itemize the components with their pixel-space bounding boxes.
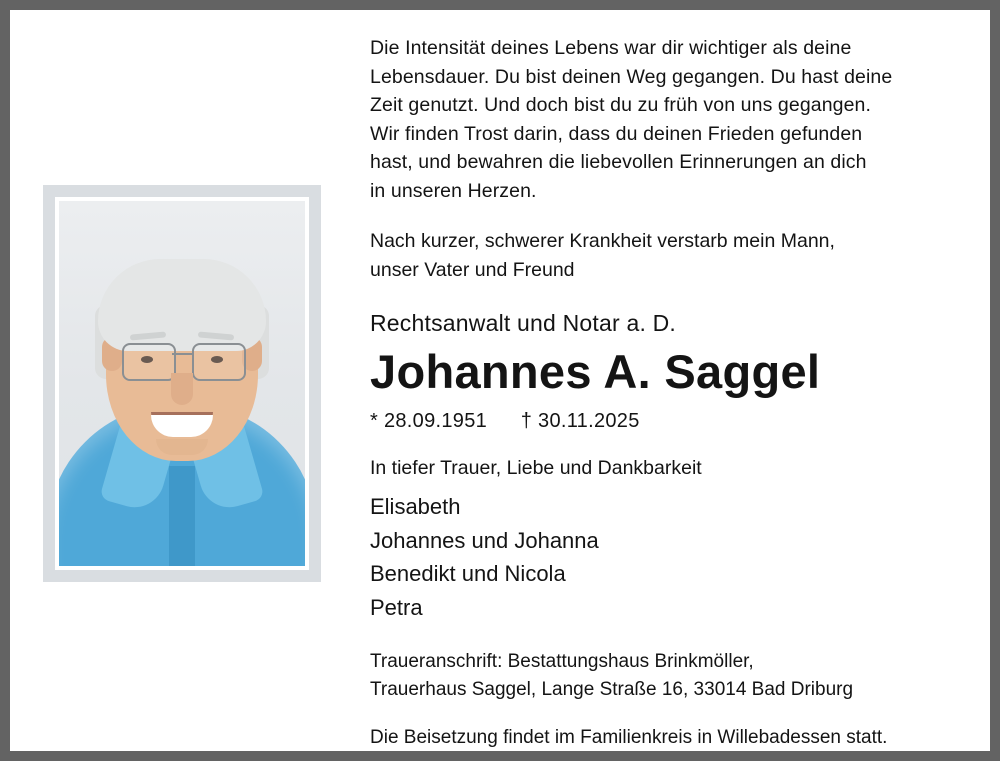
mourning-address xyxy=(370,648,956,704)
poem-line: Wir finden Trost darin, dass du deinen Frieden gefunden xyxy=(370,122,863,145)
family-list xyxy=(370,490,956,624)
dedication-line: In tiefer Trauer, Liebe und Dankbarkeit xyxy=(370,457,702,480)
burial-note: Die Beisetzung findet im Familienkreis in Willebadessen statt. xyxy=(370,727,888,749)
birth-date: * 28.09.1951 xyxy=(370,410,488,433)
portrait-column xyxy=(10,10,355,751)
family-member: Petra xyxy=(370,594,423,620)
portrait-frame xyxy=(43,185,321,582)
deceased-title: Rechtsanwalt und Notar a. D. xyxy=(370,310,677,336)
portrait-glasses-left xyxy=(122,343,176,381)
address-line: Traueranschrift: Bestattungshaus Brinkmöller, xyxy=(370,651,754,673)
family-member: Elisabeth xyxy=(370,494,461,520)
portrait-nose xyxy=(171,373,193,405)
intro-line: unser Vater und Freund xyxy=(370,258,575,281)
text-column xyxy=(355,10,990,752)
memorial-poem xyxy=(370,34,956,205)
death-date: † 30.11.2025 xyxy=(520,410,640,433)
poem-line: in unseren Herzen. xyxy=(370,179,537,202)
announcement-intro xyxy=(370,227,956,284)
intro-line: Nach kurzer, schwerer Krankheit verstarb mein Mann, xyxy=(370,230,835,252)
deceased-name: Johannes A. Saggel xyxy=(370,345,821,398)
portrait-shirt-placket xyxy=(169,466,195,570)
life-dates xyxy=(370,410,956,433)
portrait-chin xyxy=(156,439,208,455)
family-member: Johannes und Johanna xyxy=(370,527,599,553)
poem-line: Zeit genutzt. Und doch bist du zu früh von uns gegangen. xyxy=(370,94,872,116)
poem-line: Die Intensität deines Lebens war dir wichtiger als deine xyxy=(370,37,852,59)
portrait-hair xyxy=(98,259,266,351)
poem-line: hast, und bewahren die liebevollen Erinnerungen an dich xyxy=(370,151,867,173)
portrait-glasses-bridge xyxy=(172,353,192,355)
poem-line: Lebensdauer. Du bist deinen Weg gegangen. Du hast deine xyxy=(370,65,893,88)
address-line: Trauerhaus Saggel, Lange Straße 16, 33014 Bad Driburg xyxy=(370,679,854,701)
portrait-photo xyxy=(55,197,309,570)
portrait-glasses-right xyxy=(192,343,246,381)
family-member: Benedikt und Nicola xyxy=(370,561,566,587)
